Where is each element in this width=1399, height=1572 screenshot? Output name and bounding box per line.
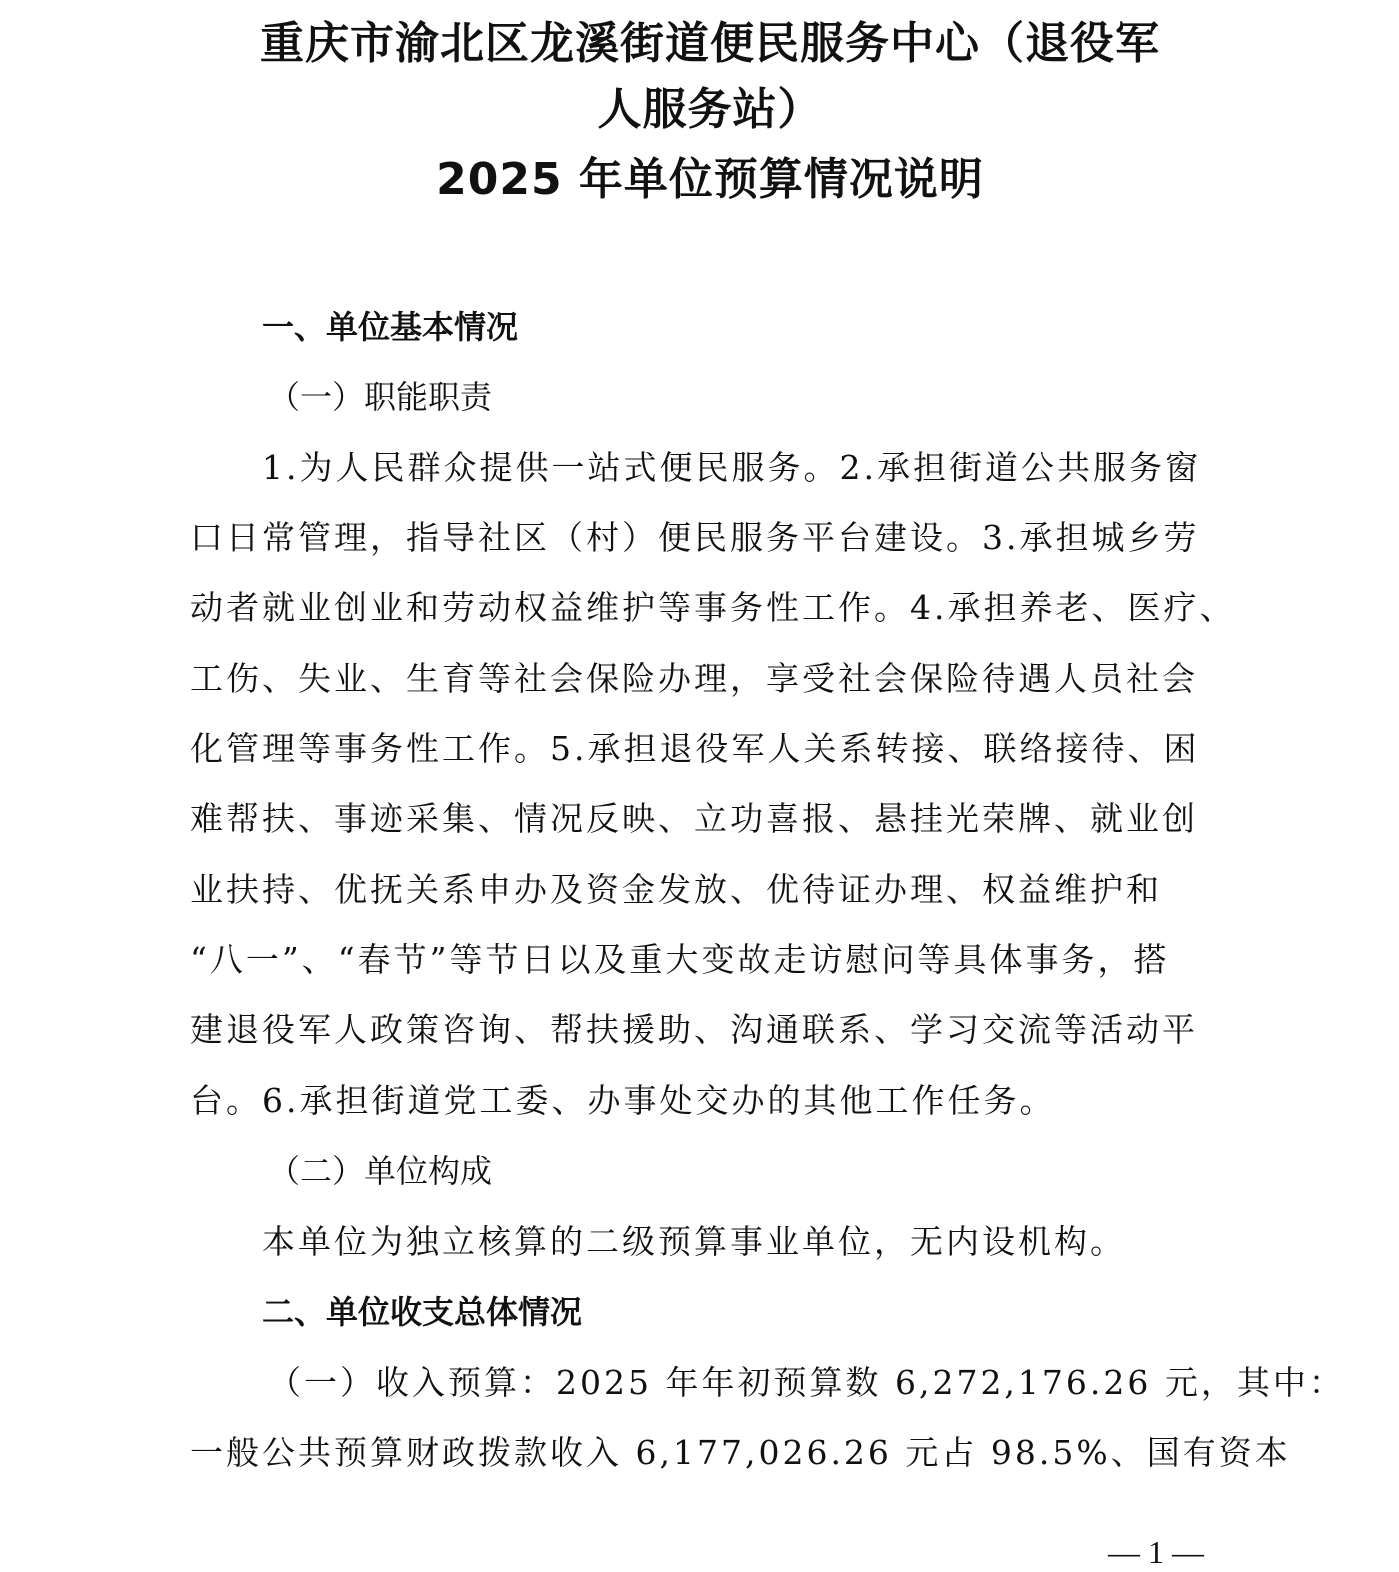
page-number: — 1 —: [1108, 1534, 1204, 1570]
paragraph-line: 1.为人民群众提供一站式便民服务。2.承担街道公共服务窗: [262, 448, 1201, 487]
paragraph-line: 台。6.承担街道党工委、办事处交办的其他工作任务。: [190, 1081, 1056, 1120]
paragraph-line: 口日常管理，指导社区（村）便民服务平台建设。3.承担城乡劳: [190, 518, 1200, 557]
document-title-line-1: 重庆市渝北区龙溪街道便民服务中心（退役军: [260, 18, 1160, 69]
paragraph-line: 建退役军人政策咨询、帮扶援助、沟通联系、学习交流等活动平: [190, 1010, 1198, 1049]
paragraph-line: （一）收入预算：2025 年年初预算数 6,272,176.26 元，其中：: [268, 1363, 1345, 1402]
section-heading-budget-overview: 二、单位收支总体情况: [262, 1293, 583, 1331]
paragraph-line: 动者就业创业和劳动权益维护等事务性工作。4.承担养老、医疗、: [190, 588, 1236, 627]
paragraph-line: 本单位为独立核算的二级预算事业单位，无内设机构。: [262, 1222, 1126, 1261]
document-title-line-3: 2025 年单位预算情况说明: [436, 154, 984, 205]
subheading-functions: （一）职能职责: [268, 378, 493, 416]
subheading-composition: （二）单位构成: [268, 1152, 493, 1190]
paragraph-line: 业扶持、优抚关系申办及资金发放、优待证办理、权益维护和: [190, 870, 1162, 909]
paragraph-line: 化管理等事务性工作。5.承担退役军人关系转接、联络接待、困: [190, 729, 1200, 768]
paragraph-line: 难帮扶、事迹采集、情况反映、立功喜报、悬挂光荣牌、就业创: [190, 799, 1198, 838]
paragraph-line: “八一”、“春节”等节日以及重大变故走访慰问等具体事务，搭: [190, 940, 1170, 979]
paragraph-line: 一般公共预算财政拨款收入 6,177,026.26 元占 98.5%、国有资本: [190, 1433, 1291, 1472]
paragraph-line: 工伤、失业、生育等社会保险办理，享受社会保险待遇人员社会: [190, 659, 1198, 698]
section-heading-basic-info: 一、单位基本情况: [262, 308, 519, 346]
document-title-line-2: 人服务站）: [597, 84, 823, 135]
